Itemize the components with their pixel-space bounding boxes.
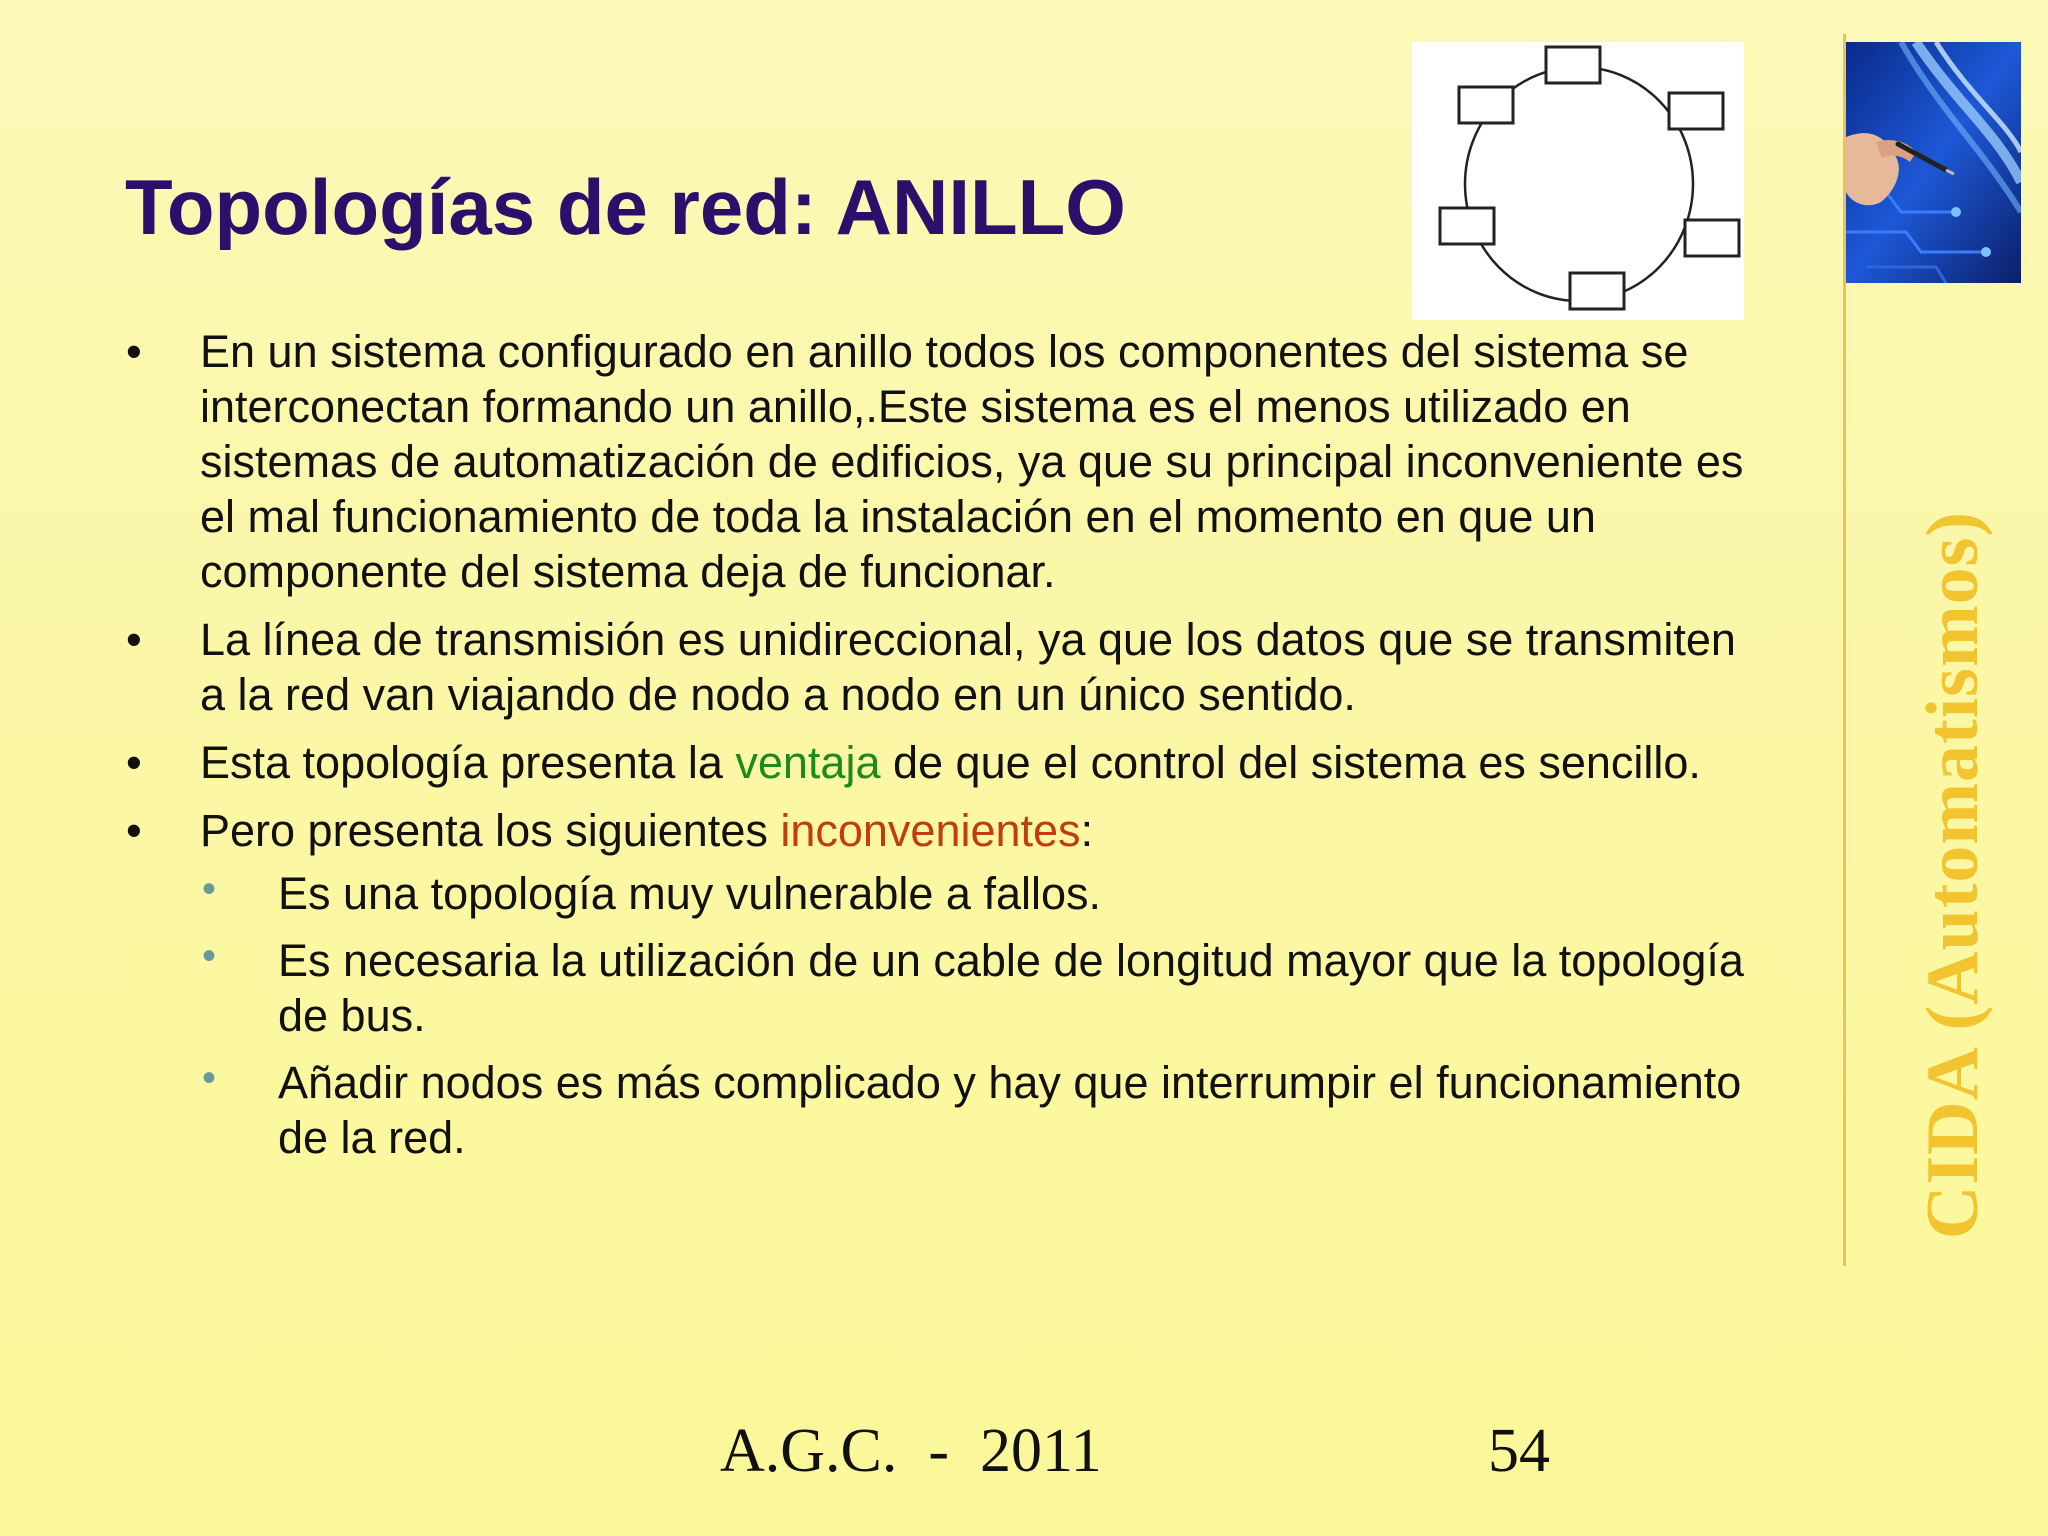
sub-bullet-dot-icon: •: [202, 934, 217, 978]
highlight-ventaja: ventaja: [735, 737, 881, 788]
hand-with-pen-circuit-image: [1846, 42, 2021, 283]
footer-author-year: A.G.C. - 2011: [720, 1417, 1102, 1485]
ring-node: [1440, 208, 1494, 244]
bullet-item: [118, 324, 1758, 599]
side-label: CIDA (Automatismos): [1912, 510, 1994, 1240]
sub-bullet-dot-icon: •: [202, 1056, 217, 1100]
sub-bullet-list: [200, 866, 1758, 1165]
bullet-text-after: de que el control del sistema es sencillo.: [880, 737, 1701, 788]
sub-bullet-text: Es una topología muy vulnerable a fallos.: [278, 868, 1102, 919]
ring-node: [1546, 47, 1600, 83]
ring-node: [1685, 220, 1739, 256]
ring-topology-diagram: [1412, 42, 1744, 320]
bullet-item: [118, 612, 1758, 722]
bullet-item: [118, 735, 1758, 790]
bullet-dot-icon: •: [126, 326, 142, 377]
vertical-divider: [1843, 34, 1846, 1266]
highlight-inconvenientes: inconvenientes: [780, 805, 1081, 856]
sub-bullet-text: Es necesaria la utilización de un cable de longitud mayor que la topología de bus.: [278, 935, 1744, 1041]
sub-bullet-item: [200, 1055, 1758, 1165]
hand-with-pen-circuit-svg: [1846, 42, 2021, 283]
sub-bullet-item: [200, 933, 1758, 1043]
bullet-dot-icon: •: [126, 614, 142, 665]
bullet-list: [118, 324, 1758, 1165]
bullet-text: La línea de transmisión es unidireccional, ya que los datos que se transmiten a la red van viajando de nodo a nodo en un único sentido.: [200, 614, 1736, 720]
bullet-text: En un sistema configurado en anillo todos los componentes del sistema se interconectan formando un anillo,.Este sistema es el menos utilizado en sistemas de automatización de edificios, ya que su principal inconveniente es el mal funcionamiento de toda la instalación en el momento en que un componente del sistema deja de funcionar.: [200, 326, 1744, 597]
bullet-text-before: Esta topología presenta la: [200, 737, 736, 788]
bullet-dot-icon: •: [126, 805, 142, 856]
bullet-text-after: :: [1080, 805, 1094, 856]
ring-topology-svg: [1412, 42, 1744, 320]
bullet-text-before: Pero presenta los siguientes: [200, 805, 781, 856]
sub-bullet-text: Añadir nodos es más complicado y hay que interrumpir el funcionamiento de la red.: [278, 1057, 1742, 1163]
ring-node: [1570, 273, 1624, 309]
ring-node: [1459, 87, 1513, 123]
sub-bullet-dot-icon: •: [202, 867, 217, 911]
page-number: 54: [1488, 1417, 1550, 1485]
ring-node: [1669, 93, 1723, 129]
slide-title: Topologías de red: ANILLO: [125, 163, 1126, 251]
bullet-item: [118, 803, 1758, 1165]
slide-content: [118, 324, 1758, 1178]
sub-bullet-item: [200, 866, 1758, 921]
bullet-dot-icon: •: [126, 737, 142, 788]
